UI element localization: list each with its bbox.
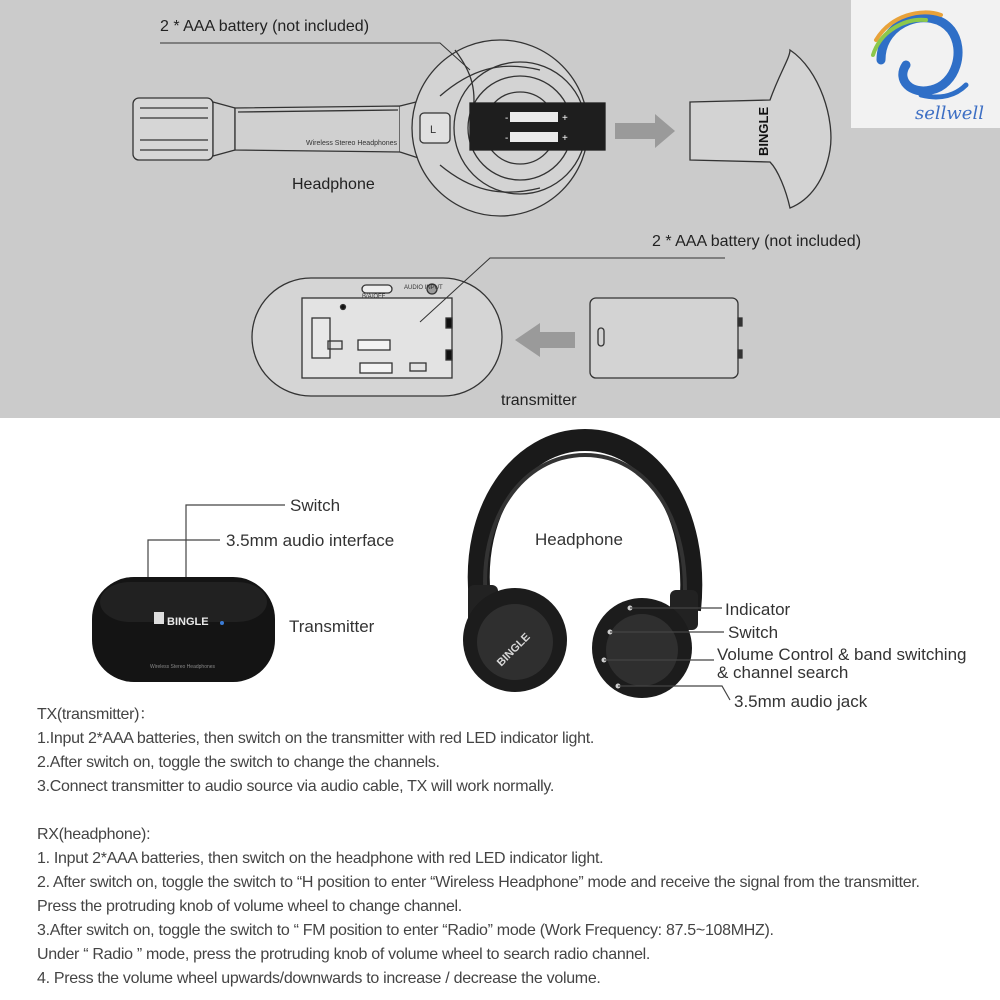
audio-input-text: AUDIO INPUT <box>404 285 443 291</box>
transmitter-device <box>92 577 275 682</box>
arrow-left-icon <box>515 323 575 357</box>
headphone-label: Headphone <box>292 176 375 193</box>
transmitter-label: transmitter <box>501 392 577 409</box>
transmitter-photo-label: Transmitter <box>289 617 375 636</box>
rx-step-2: 2. After switch on, toggle the switch to “H position to enter “Wireless Headphone” mode and receive the signal from the transmitter. <box>37 874 920 891</box>
assembly-diagram <box>0 0 1000 418</box>
svg-text:Wireless Stereo Headphones: Wireless Stereo Headphones <box>150 664 216 670</box>
tx-brand: BINGLE <box>167 616 209 628</box>
switch-label: Switch <box>290 496 341 515</box>
cover-brand: BINGLE <box>756 106 771 156</box>
rx-step-4: 4. Press the volume wheel upwards/downwards to increase / decrease the volume. <box>37 970 601 987</box>
svg-text:+: + <box>562 113 568 124</box>
headphone-photo-label: Headphone <box>535 530 623 549</box>
volume-label-1: Volume Control & band switching <box>717 645 967 664</box>
logo-text: sellwell <box>915 103 984 124</box>
rx-step-2b: Press the protruding knob of volume wheel to change channel. <box>37 898 462 915</box>
audio-jack-label: 3.5mm audio jack <box>734 692 868 711</box>
diagram-panel <box>0 0 1000 418</box>
cup-brand: BINGLE <box>494 631 533 669</box>
tx-step-3: 3.Connect transmitter to audio source via audio cable, TX will work normally. <box>37 778 554 795</box>
volume-label-2: & channel search <box>717 663 849 682</box>
instructions <box>37 703 987 991</box>
spacer <box>37 799 987 823</box>
indicator-label: Indicator <box>725 600 791 619</box>
transmitter-cover-drawing <box>590 298 742 378</box>
battery-label-2: 2 * AAA battery (not included) <box>652 233 862 250</box>
audio-interface-label: 3.5mm audio interface <box>226 531 395 550</box>
battery-label-1: 2 * AAA battery (not included) <box>160 18 370 35</box>
rx-step-1: 1. Input 2*AAA batteries, then switch on the headphone with red LED indicator light. <box>37 850 604 867</box>
rx-title: RX(headphone): <box>37 826 151 843</box>
tx-step-1: 1.Input 2*AAA batteries, then switch on the transmitter with red LED indicator light. <box>37 730 595 747</box>
rx-step-3b: Under “ Radio ” mode, press the protruding knob of volume wheel to search radio channel. <box>37 946 651 963</box>
svg-text:-: - <box>505 133 509 144</box>
headband-text: Wireless Stereo Headphones <box>306 140 398 147</box>
switch-right-label: Switch <box>728 623 779 642</box>
sellwell-logo <box>851 0 1000 128</box>
cup-letter: L <box>430 124 437 136</box>
arrow-right-icon <box>615 114 675 148</box>
leader-line <box>160 43 470 70</box>
svg-text:-: - <box>505 113 509 124</box>
svg-text:+: + <box>562 133 568 144</box>
product-photo <box>0 418 1000 718</box>
rx-step-3: 3.After switch on, toggle the switch to “ FM position to enter “Radio” mode (Work Frequency: 87.5~108MHZ). <box>37 922 774 939</box>
switch-text: B/A/OFF <box>362 294 386 300</box>
tx-step-2: 2.After switch on, toggle the switch to change the channels. <box>37 754 440 771</box>
tx-title: TX(transmitter)： <box>37 706 155 723</box>
